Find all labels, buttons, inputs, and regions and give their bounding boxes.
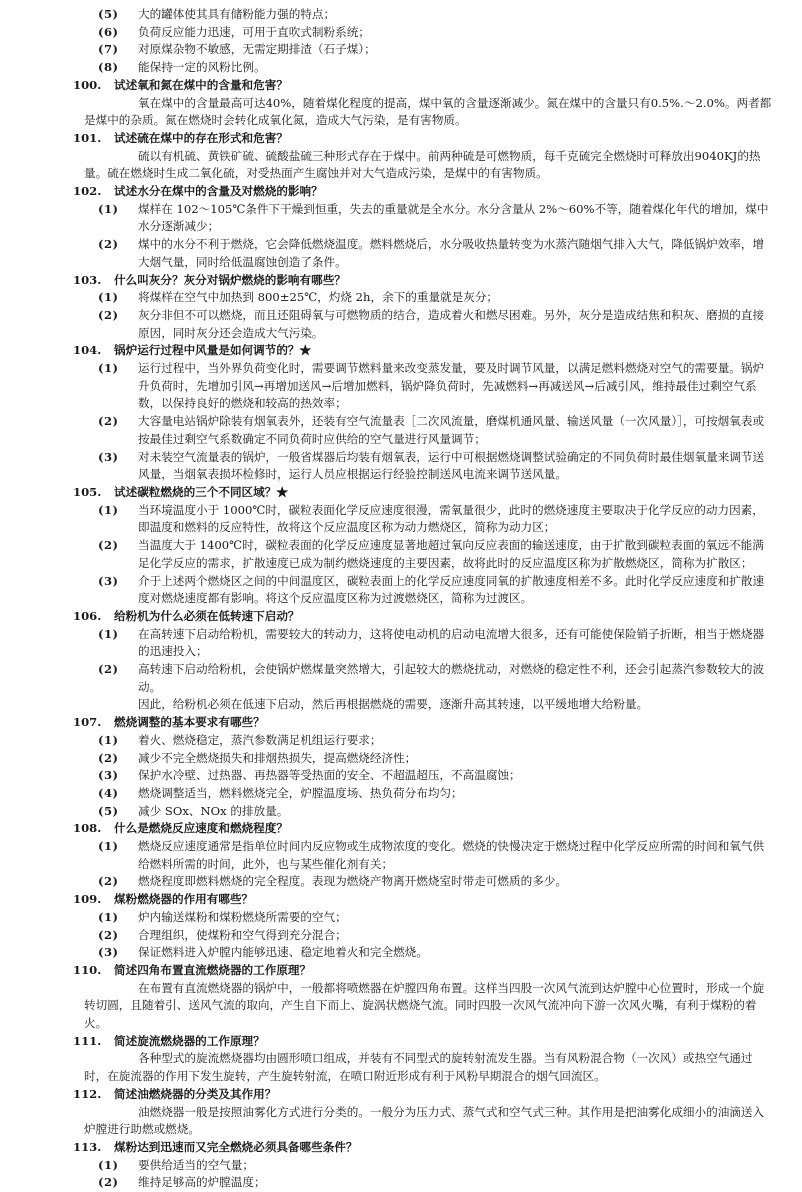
item-text: 保证燃料进入炉膛内能够迅速、稳定地着火和完全燃烧。 (138, 945, 428, 960)
item-text: 负荷反应能力迅速，可用于直吹式制粉系统； (138, 24, 370, 39)
item-number: (2) (98, 237, 119, 252)
question-number: 104. (73, 343, 102, 358)
list-item (84, 626, 772, 661)
list-item (84, 289, 772, 307)
list-item (84, 785, 772, 803)
item-text: 灰分非但不可以燃烧，而且还阻碍氧与可燃物质的结合，造成着火和燃尽困难。另外，灰分是造成结焦和积灰、磨损的直接原因，同时灰分还会造成大气污染。 (138, 307, 765, 340)
question-title: 什么叫灰分？灰分对锅炉燃烧的影响有哪些？ (114, 272, 346, 287)
question-number: 113. (73, 1140, 102, 1154)
item-text: 减少不完全燃烧损失和排烟热损失，提高燃烧经济性； (138, 750, 417, 765)
question-heading (73, 714, 772, 732)
question-number: 105. (73, 484, 102, 499)
item-text: 煤中的水分不利于燃烧，它会降低燃烧温度。燃料燃烧后，水分吸收热量转变为水蒸汽随烟气排入大气，降低锅炉效率，增大烟气量，同时给低温腐蚀创造了条件。 (138, 237, 765, 269)
item-number: (2) (98, 538, 119, 553)
list-item (84, 803, 772, 821)
list-item (84, 927, 772, 945)
item-text: 将煤样在空气中加热到 800±25℃，灼烧 2h，余下的重量就是灰分； (138, 290, 499, 305)
item-text: 要供给适当的空气量； (138, 1157, 254, 1172)
item-number: (2) (98, 1175, 119, 1190)
question-heading (73, 1086, 772, 1104)
item-text: 保护水冷壁、过热器、再热器等受热面的安全、不超温超压，不高温腐蚀； (138, 768, 521, 783)
question-heading (73, 962, 772, 980)
question-number: 108. (73, 821, 102, 836)
item-number: (7) (98, 42, 119, 57)
question-number: 109. (73, 892, 102, 907)
question-number: 107. (73, 715, 102, 730)
item-text: 燃烧调整适当，燃料燃烧完全，炉膛温度场、热负荷分布均匀； (138, 785, 463, 800)
item-text: 当环境温度小于 1000℃时，碳粒表面化学反应速度很漫，需氧量很少，此时的燃烧速度主要取决于化学反应的动力因素，即温度和燃料的反应特性，故将这个反应温度区称为动力燃烧区，简称为动力区； (138, 502, 764, 535)
list-item (84, 502, 772, 537)
list-item (84, 6, 772, 24)
item-number: (2) (98, 307, 119, 322)
item-number: (2) (98, 750, 119, 765)
item-number: (4) (98, 785, 119, 800)
list-item (84, 1174, 772, 1192)
item-text: 减少 SOx、NOx 的排放量。 (138, 803, 289, 818)
answer-paragraph: 硫以有机硫、黄铁矿硫、硫酸盐硫三种形式存在于煤中。前两种硫是可燃物质，每千克硫完全燃烧时可释放出9040KJ的热量。硫在燃烧时生成二氧化硫，对受热面产生腐蚀并对大气造成污染，是煤中的有害物质。 (84, 148, 761, 181)
item-text: 大的罐体使其具有储粉能力强的特点； (138, 7, 336, 21)
item-number: (3) (98, 768, 119, 783)
item-text: 合理组织，使煤粉和空气得到充分混合； (138, 927, 347, 942)
question-number: 100. (73, 77, 102, 92)
question-title: 给粉机为什么必须在低转速下启动？ (114, 608, 300, 623)
question-number: 101. (73, 130, 102, 145)
list-item (84, 732, 772, 750)
item-text: 对原煤杂物不敏感，无需定期排渣（石子煤）； (138, 42, 376, 57)
question-title: 试述碳粒燃烧的三个不同区域？★ (114, 484, 288, 499)
question-number: 106. (73, 608, 102, 623)
item-text: 能保持一定的风粉比例。 (138, 60, 266, 75)
question-heading (73, 342, 772, 360)
question-title: 试述氧和氮在煤中的含量和危害？ (114, 77, 288, 92)
question-heading (73, 820, 772, 838)
list-item (84, 838, 772, 873)
question-heading (73, 1139, 772, 1157)
list-item (84, 1157, 772, 1175)
item-text: 维持足够高的炉膛温度； (138, 1175, 266, 1190)
list-item (84, 201, 772, 236)
question-heading (73, 130, 772, 148)
answer-paragraph: 因此，给粉机必须在低速下启动，然后再根据燃烧的需要，逐渐升高其转速，以平缓地增大给粉量。 (138, 697, 649, 712)
question-heading (73, 272, 772, 290)
question-number: 111. (73, 1033, 102, 1048)
question-number: 103. (73, 272, 102, 287)
question-heading (73, 891, 772, 909)
list-item (84, 909, 772, 927)
item-text: 着火、燃烧稳定，蒸汽参数满足机组运行要求； (138, 732, 382, 747)
item-number: (2) (98, 414, 119, 429)
question-title: 锅炉运行过程中风量是如何调节的？★ (114, 343, 312, 358)
item-number: (2) (98, 874, 119, 889)
question-title: 煤粉达到迅速而又完全燃烧必须具备哪些条件？ (114, 1140, 358, 1154)
list-item (84, 750, 772, 768)
answer-paragraph: 油燃烧器一般是按照油雾化方式进行分类的。一般分为压力式、蒸气式和空气式三种。其作用是把油雾化成细小的油滴送入炉膛进行助燃或燃烧。 (84, 1104, 765, 1137)
list-item (84, 413, 772, 448)
list-item (84, 307, 772, 342)
item-text: 炉内输送煤粉和煤粉燃烧所需要的空气； (138, 909, 347, 924)
item-text: 燃烧程度即燃料燃烧的完全程度。表现为燃烧产物离开燃烧室时带走可燃质的多少。 (138, 874, 567, 889)
item-text: 对未装空气流量表的锅炉，一般省煤器后均装有烟氧表，运行中可根据燃烧调整试验确定的不同负荷时最佳烟氧量来调节送风量，当烟氧表损坏检修时，运行人员应根据运行经验控制送风电流来调节送风量。 (138, 449, 765, 482)
question-title: 简述旋流燃烧器的工作原理？ (114, 1033, 265, 1048)
item-number: (1) (98, 626, 119, 641)
list-item (84, 41, 772, 59)
list-item (84, 573, 772, 608)
item-number: (5) (98, 803, 119, 818)
question-title: 试述水分在煤中的含量及对燃烧的影响？ (114, 184, 323, 199)
item-number: (8) (98, 60, 119, 75)
item-number: (3) (98, 573, 119, 588)
question-title: 简述四角布置直流燃烧器的工作原理？ (114, 962, 312, 977)
list-item (84, 537, 772, 572)
item-text: 大容量电站锅炉除装有烟氧表外，还装有空气流量表［二次风流量，磨煤机通风量、输送风量（一次风量）］，可按烟氧表或按最佳过剩空气系数确定不同负荷时应供给的空气量进行风量调节； (138, 414, 765, 446)
question-heading (73, 1033, 772, 1051)
question-title: 燃烧调整的基本要求有哪些？ (114, 715, 265, 730)
item-number: (2) (98, 662, 119, 677)
list-item (84, 59, 772, 77)
item-text: 煤样在 102～105℃条件下干燥到恒重，失去的重量就是全水分。水分含量从 2%～60%不等，随着煤化年代的增加，煤中水分逐渐减少； (138, 201, 769, 234)
item-number: (1) (98, 909, 119, 924)
item-number: (1) (98, 361, 119, 376)
list-item (84, 236, 772, 271)
item-text: 当温度大于 1400℃时，碳粒表面的化学反应速度显著地超过氧向反应表面的输送速度，由于扩散到碳粒表面的氧远不能满足化学反应的需求，扩散速度已成为制约燃烧速度的主要因素，故将此时的反应温度区称为扩散燃烧区，简称为扩散区； (138, 538, 764, 570)
list-item (84, 767, 772, 785)
item-number: (1) (98, 290, 119, 305)
list-item (84, 661, 772, 696)
question-title: 煤粉燃烧器的作用有哪些？ (114, 892, 254, 907)
item-text: 运行过程中，当外界负荷变化时，需要调节燃料量来改变蒸发量，要及时调节风量，以满足燃料燃烧对空气的需要量。锅炉升负荷时，先增加引风→再增加送风→后增加燃料，锅炉降负荷时，先减燃料→再减送风→后减引风，维持最佳过剩空气系数，以保持良好的燃烧和较高的热效率； (138, 361, 765, 411)
item-number: (1) (98, 732, 119, 747)
question-heading (73, 608, 772, 626)
question-heading (73, 183, 772, 201)
list-item (84, 944, 772, 962)
item-number: (6) (98, 24, 119, 39)
item-number: (1) (98, 201, 119, 216)
item-number: (5) (98, 7, 119, 21)
question-title: 简述油燃烧器的分类及其作用？ (114, 1086, 277, 1101)
question-heading (73, 77, 772, 95)
item-number: (1) (98, 1157, 119, 1172)
item-text: 高转速下启动给粉机，会使锅炉燃煤量突然增大，引起较大的燃烧扰动，对燃烧的稳定性不利，还会引起蒸汽参数较大的波动。 (138, 662, 765, 694)
list-item (84, 24, 772, 42)
list-item (84, 873, 772, 891)
question-title: 试述硫在煤中的存在形式和危害？ (114, 130, 288, 145)
question-number: 110. (73, 962, 102, 977)
answer-paragraph: 氧在煤中的含量最高可达40%，随着煤化程度的提高，煤中氧的含量逐渐减少。氮在煤中的含量只有0.5%.～2.0%。两者都是煤中的杂质。氮在燃烧时会转化成氧化氮，造成大气污染，是有害物质。 (84, 95, 772, 128)
item-text: 介于上述两个燃烧区之间的中间温度区，碳粒表面上的化学反应速度同氧的扩散速度相差不多。此时化学反应速度和扩散速度对燃烧速度都有影响。将这个反应温度区称为过渡燃烧区，简称为过渡区。 (138, 573, 765, 606)
item-number: (1) (98, 839, 119, 854)
item-text: 燃烧反应速度通常是指单位时间内反应物或生成物浓度的变化。燃烧的快慢决定于燃烧过程中化学反应所需的时间和氧气供给燃料所需的时间，此外，也与某些催化剂有关； (138, 839, 765, 871)
question-number: 112. (73, 1086, 102, 1101)
answer-paragraph: 在布置有直流燃烧器的锅炉中，一般都将喷燃器在炉膛四角布置。这样当四股一次风气流到达炉膛中心位置时，形成一个旋转切圆，且随着引、送风气流的取向，产生自下而上、旋涡状燃烧气流。同时四股一次风气流冲向下游一次风火嘴，有利于煤粉的着火。 (84, 980, 765, 1031)
item-number: (3) (98, 449, 119, 464)
list-item (84, 449, 772, 484)
item-number: (2) (98, 927, 119, 942)
question-heading (73, 484, 772, 502)
answer-paragraph: 各种型式的旋流燃烧器均由圆形喷口组成，并装有不同型式的旋转射流发生器。当有风粉混合物（一次风）或热空气通过时，在旋流器的作用下发生旋转，产生旋转射流，在喷口附近形成有利于风粉早期混合的烟气回流区。 (84, 1051, 753, 1084)
list-item (84, 360, 772, 413)
item-number: (1) (98, 502, 119, 517)
item-text: 在高转速下启动给粉机，需要较大的转动力，这将使电动机的启动电流增大很多，还有可能使保险销子折断，相当于燃烧器的迅速投入； (138, 626, 765, 659)
item-number: (3) (98, 945, 119, 960)
question-number: 102. (73, 184, 102, 199)
question-title: 什么是燃烧反应速度和燃烧程度？ (114, 821, 288, 836)
